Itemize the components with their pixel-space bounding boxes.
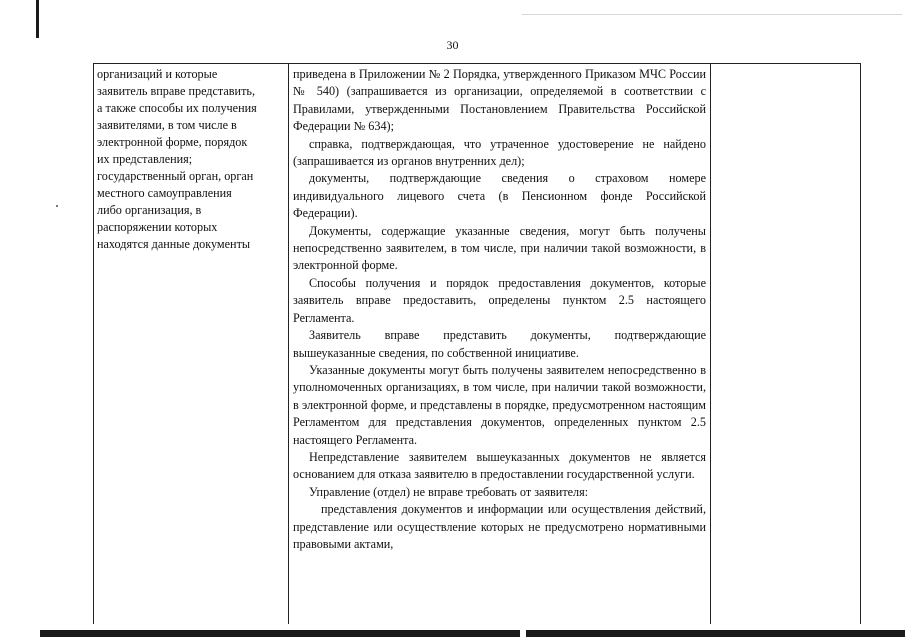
paragraph: справка, подтверждающая, что утраченное удостоверение не найдено (запрашивается из органов внутренних дел); [293, 136, 706, 169]
paragraph: Способы получения и порядок предоставления документов, которые заявитель вправе предоставить, определены пунктом 2.5 настоящего Регламента. [293, 275, 706, 325]
left-column-line: заявитель вправе представить, [97, 84, 256, 98]
scan-bottom-edge [40, 630, 905, 637]
paragraph: Управление (отдел) не вправе требовать от заявителя: [309, 484, 589, 499]
left-column-line: организаций и которые [97, 67, 218, 81]
column-divider [710, 64, 711, 624]
document-table [93, 63, 861, 624]
paragraph: представления документов и информации или осуществления действий, представление или осуществление которых не предусмотрено нормативными правовыми актами, [293, 502, 706, 551]
paragraph: Документы, содержащие указанные сведения, могут быть получены непосредственно заявителем, в том числе, при наличии такой возможности, в электронной форме. [293, 223, 706, 273]
left-column-cell [97, 66, 283, 253]
left-column-line: находятся данные документы [97, 237, 251, 251]
scan-speck [56, 205, 58, 207]
left-column-line: заявителями, в том числе в [97, 118, 237, 132]
scan-bottom-gap [520, 630, 526, 637]
column-divider [288, 64, 289, 624]
page-number: 30 [446, 38, 459, 52]
middle-column-cell [293, 66, 706, 553]
left-column-line: местного самоуправления [97, 186, 232, 200]
left-column-line: либо организация, в [97, 203, 202, 217]
left-column-line: государственный орган, орган [97, 169, 254, 183]
paragraph: Указанные документы могут быть получены заявителем непосредственно в уполномоченных организациях, в том числе, при наличии такой возможности, в электронной форме, и представлены в порядке, предусмотренном настоящим Регламентом для представления документов, определенных пунктом 2.5 настоящего Регламента. [293, 362, 706, 447]
paragraph: приведена в Приложении № 2 Порядка, утвержденного Приказом МЧС России № 540) (запрашивается из организации, определяемой в соответствии с Правилами, утвержденными Постановлением Правительства Российской Федерации № 634); [293, 67, 706, 134]
paragraph: Заявитель вправе представить документы, подтверждающие вышеуказанные сведения, по собственной инициативе. [293, 328, 706, 360]
left-column-line: их представления; [97, 152, 193, 166]
paragraph: документы, подтверждающие сведения о страховом номере индивидуального лицевого счета (в Пенсионном фонде Российской Федерации). [293, 171, 706, 221]
scan-line-artifact [522, 14, 902, 15]
left-column-line: а также способы их получения [97, 101, 257, 115]
left-column-line: распоряжении которых [97, 220, 218, 234]
scan-edge-mark [36, 0, 39, 38]
paragraph: Непредставление заявителем вышеуказанных документов не является основанием для отказа заявителю в предоставлении государственной услуги. [293, 449, 706, 482]
left-column-line: электронной форме, порядок [97, 135, 248, 149]
